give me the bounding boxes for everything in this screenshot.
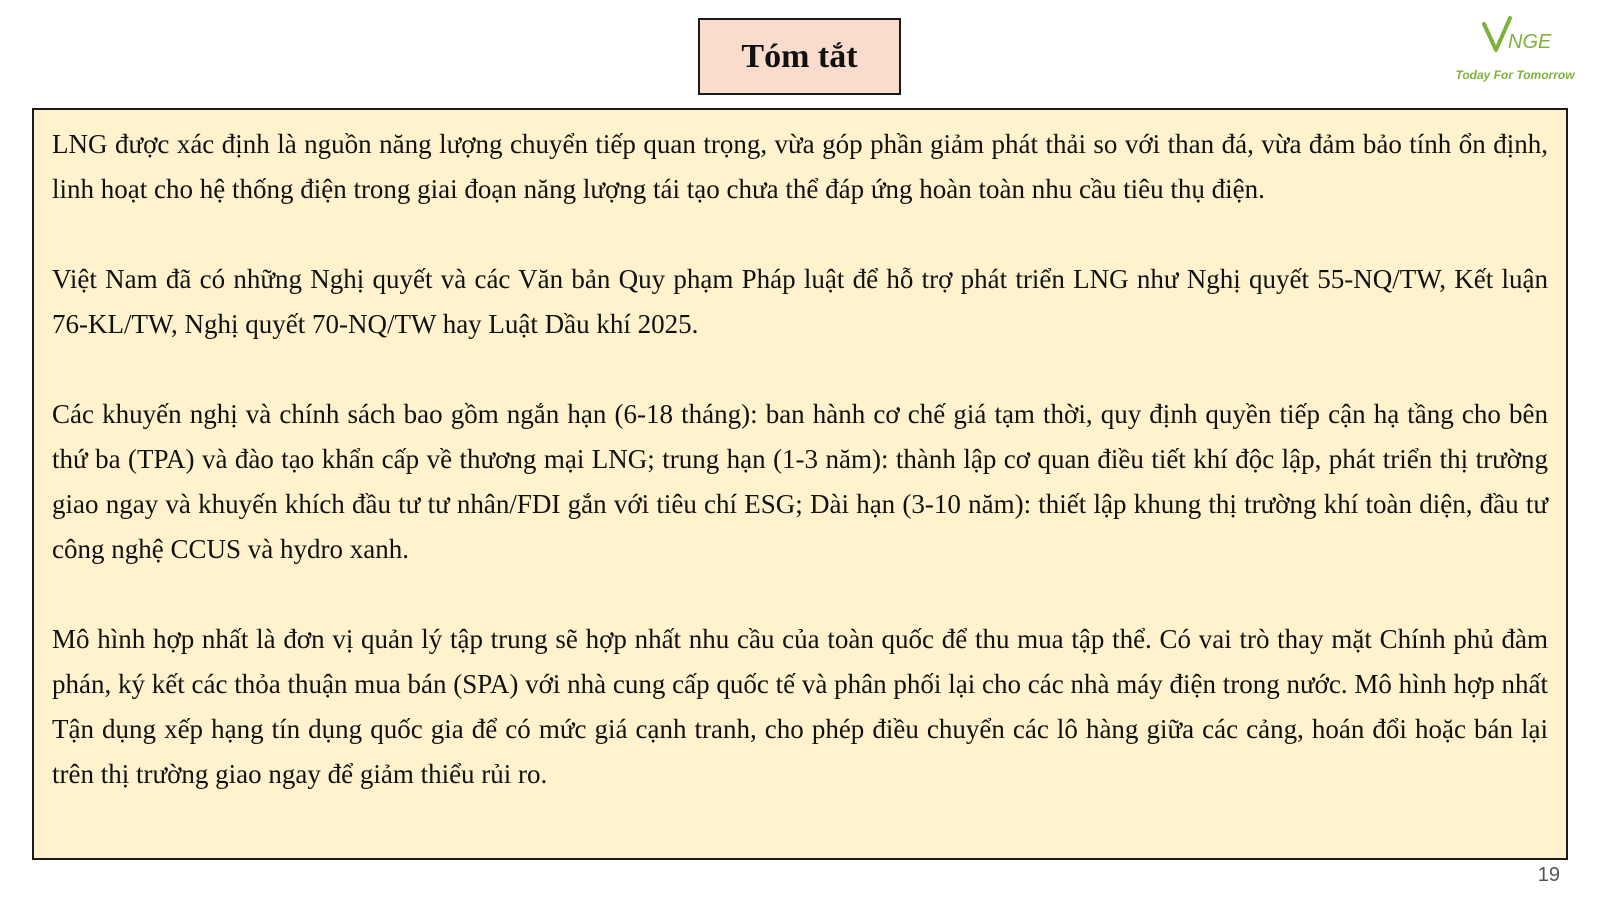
vnge-logo [1440, 14, 1590, 89]
summary-paragraph-1: LNG được xác định là nguồn năng lượng chuyển tiếp quan trọng, vừa góp phần giảm phát thải so với than đá, vừa đảm bảo tính ổn định, linh hoạt cho hệ thống điện trong giai đoạn năng lượng tái tạo chưa thể đáp ứng hoàn toàn nhu cầu tiêu thụ điện. [52, 129, 1548, 204]
slide-title-text: Tóm tắt [741, 37, 858, 75]
summary-paragraph-2: Việt Nam đã có những Nghị quyết và các Văn bản Quy phạm Pháp luật để hỗ trợ phát triển LNG như Nghị quyết 55-NQ/TW, Kết luận 76-KL/TW, Nghị quyết 70-NQ/TW hay Luật Dầu khí 2025. [52, 264, 1548, 339]
vnge-logo-mark [1478, 14, 1558, 60]
slide-title [698, 18, 901, 95]
logo-tagline: Today For Tomorrow [1455, 68, 1575, 82]
page-number: 19 [1537, 864, 1560, 886]
summary-paragraph-4: Mô hình hợp nhất là đơn vị quản lý tập trung sẽ hợp nhất nhu cầu của toàn quốc để thu mua tập thể. Có vai trò thay mặt Chính phủ đàm phán, ký kết các thỏa thuận mua bán (SPA) với nhà cung cấp quốc tế và phân phối lại cho các nhà máy điện trong nước. Mô hình hợp nhất Tận dụng xếp hạng tín dụng quốc gia để có mức giá cạnh tranh, cho phép điều chuyển các lô hàng giữa các cảng, hoán đổi hoặc bán lại trên thị trường giao ngay để giảm thiểu rủi ro. [52, 624, 1548, 789]
svg-text:NGE: NGE [1508, 31, 1552, 53]
summary-content-box [32, 108, 1568, 860]
summary-paragraph-3: Các khuyến nghị và chính sách bao gồm ngắn hạn (6-18 tháng): ban hành cơ chế giá tạm thời, quy định quyền tiếp cận hạ tầng cho bên thứ ba (TPA) và đào tạo khẩn cấp về thương mại LNG; trung hạn (1-3 năm): thành lập cơ quan điều tiết khí độc lập, phát triển thị trường giao ngay và khuyến khích đầu tư tư nhân/FDI gắn với tiêu chí ESG; Dài hạn (3-10 năm): thiết lập khung thị trường khí toàn diện, đầu tư công nghệ CCUS và hydro xanh. [52, 399, 1548, 564]
